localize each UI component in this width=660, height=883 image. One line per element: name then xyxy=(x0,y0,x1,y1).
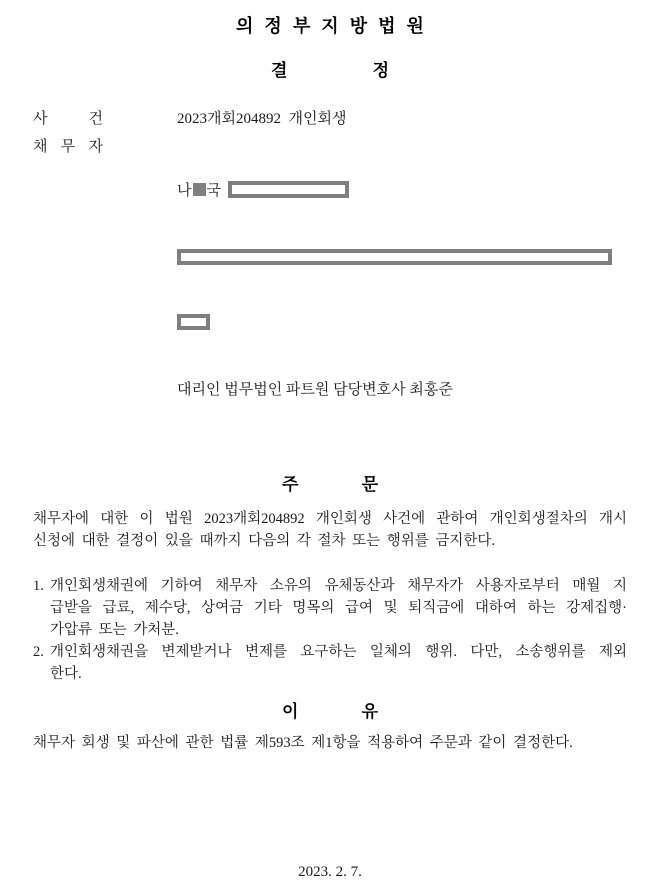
list-item-line: 가압류 또는 가처분. xyxy=(50,622,179,638)
reason-paragraph xyxy=(33,732,627,754)
debtor-name-line xyxy=(177,180,612,202)
reason-paragraph-line: 채무자 회생 및 파산에 관한 법률 제593조 제1항을 적용하여 주문과 같이 결정한다. xyxy=(33,735,573,751)
case-info-section xyxy=(33,108,627,445)
order-paragraph-line: 신청에 대한 결정이 있을 때까지 다음의 각 절차 또는 행위를 금지한다. xyxy=(33,533,496,549)
order-heading: 주 문 xyxy=(282,475,378,494)
document-title: 결 정 xyxy=(271,61,389,80)
debtor-label: 채 무 자 xyxy=(33,139,103,155)
list-item-line: 개인회생채권을 변제받거나 변제를 요구하는 일체의 행위. 다만, 소송행위를 제외 xyxy=(50,644,627,660)
item-number: 2. xyxy=(33,644,44,660)
list-item-line: 한다. xyxy=(50,666,82,682)
redaction-box-small xyxy=(177,314,210,330)
decision-date: 2023. 2. 7. xyxy=(298,864,362,880)
court-decision-document xyxy=(0,16,660,883)
debtor-value-column xyxy=(177,136,612,445)
representative-line: 대리인 법무법인 파트원 담당변호사 최홍준 xyxy=(177,382,453,398)
reason-heading: 이 유 xyxy=(282,702,378,721)
order-list xyxy=(33,575,627,685)
debtor-name-last: 국 xyxy=(206,183,221,199)
order-paragraph-line: 채무자에 대한 이 법원 2023개회204892 개인회생 사건에 관하여 개인회생절차의 개시 xyxy=(33,511,627,527)
list-item xyxy=(33,575,627,641)
case-label: 사 건 xyxy=(33,111,103,127)
court-name: 의 정 부 지 방 법 원 xyxy=(236,16,424,36)
list-item-line: 급받을 급료, 제수당, 상여금 기타 명목의 급여 및 퇴직금에 대하여 하는 강제집행· xyxy=(50,600,627,616)
debtor-row xyxy=(33,136,627,445)
redaction-box-name xyxy=(228,181,349,198)
item-number: 1. xyxy=(33,578,44,594)
order-paragraph xyxy=(33,508,627,552)
list-item-line: 개인회생채권에 기하여 채무자 소유의 유체동산과 채무자가 사용자로부터 매월 지 xyxy=(50,578,627,594)
list-item xyxy=(33,641,627,685)
debtor-name-first: 나 xyxy=(177,183,192,199)
case-number-row xyxy=(33,108,627,130)
redaction-square-icon xyxy=(193,183,206,196)
case-number-value: 2023개회204892 개인회생 xyxy=(177,111,347,127)
redaction-box-address xyxy=(177,249,612,265)
